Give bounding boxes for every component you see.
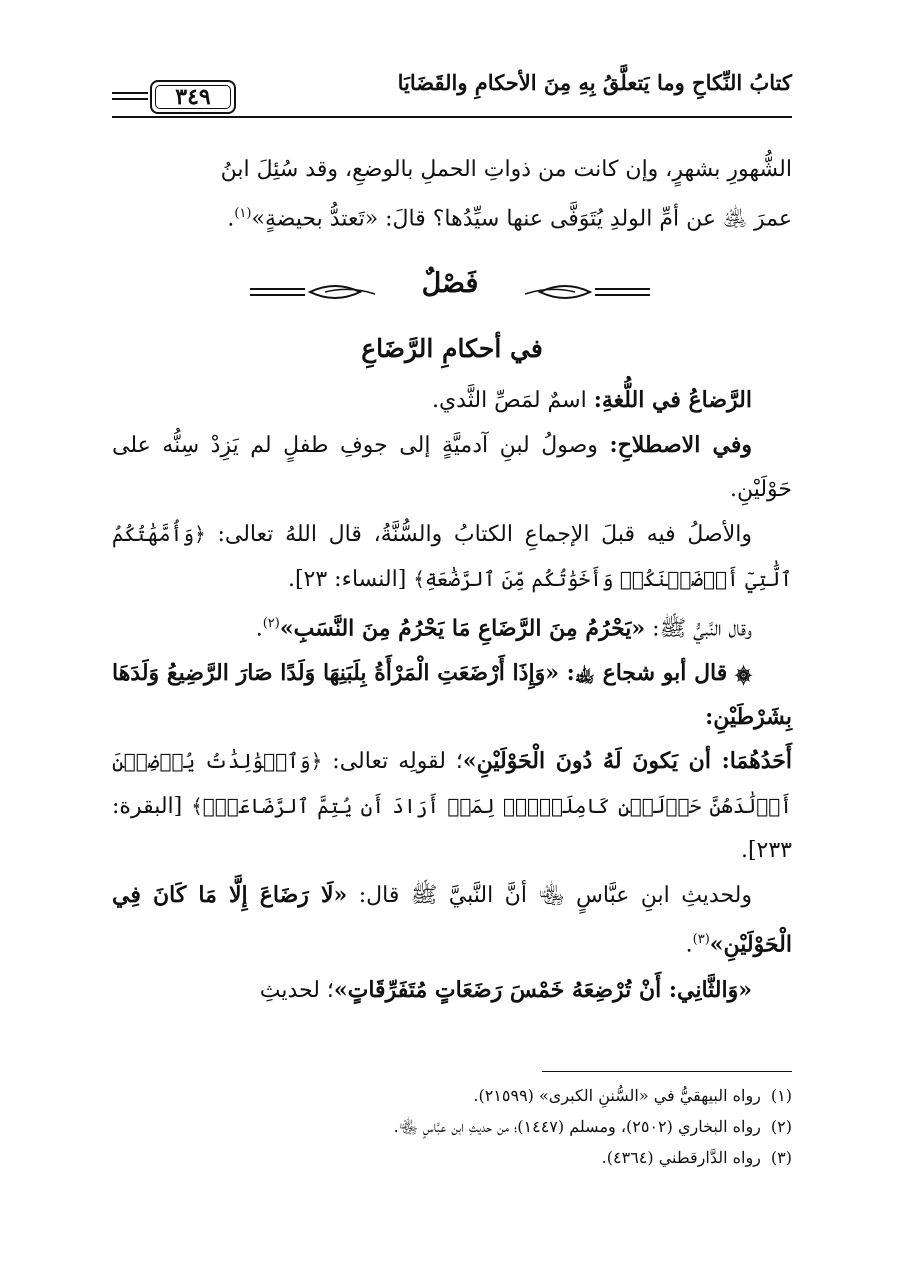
running-title: كتابُ النِّكاحِ وما يَتعلَّقُ بِهِ مِنَ الأحكامِ والقَضَايَا	[397, 70, 792, 95]
page-number-frame	[150, 80, 236, 114]
quran-verse: ﴿وَٱلۡوَٰلِدَٰتُ يُرۡضِعۡنَ أَوۡلَٰدَهُنَّ حَوۡلَيۡنِ كَامِلَيۡنِۖ لِمَنۡ أَرَادَ أَن يُتِمَّ ٱلرَّضَاعَةَۚ﴾	[112, 749, 792, 819]
section-subheading: في أحكامِ الرَّضَاعِ	[361, 334, 543, 363]
footnote-separator	[542, 1071, 792, 1072]
footnote: (٣)رواه الدَّارقطني (٤٣٦٤).	[601, 1148, 792, 1167]
definition-language: الرَّضاعُ في اللُّغةِ: اسمٌ لمَصِّ الثَّدي.	[431, 387, 752, 413]
text-line: عمرَ ﵁ عن أمِّ الولدِ يُتَوَفَّى عنها سيِّدُها؟ قالَ: «تَعتدُّ بحيضةٍ»$^{(١)}$.	[227, 206, 792, 232]
footnote-ref[interactable]: (٣)	[692, 932, 710, 948]
verse-reference: [البقرة: ٢٣٣].	[112, 794, 792, 864]
verse-reference: [النساء: ٢٣].	[287, 567, 414, 592]
condition-one: أَحَدُهُمَا: أن يَكونَ لَهُ دُونَ الْحَوْلَيْنِ»؛ لقولِه تعالى: ﴿وَٱلۡوَٰلِدَٰتُ يُرۡضِعۡنَ أَوۡلَٰدَهُنَّ حَوۡلَيۡنِ كَامِلَيۡنِۖ لِمَنۡ أَرَادَ أَن يُتِمَّ ٱلرَّضَاعَةَۚ﴾ [البقرة: ٢٣٣].	[112, 748, 793, 864]
footnote: (٢)رواه البخاري (٢٥٠٢)، ومسلم (١٤٤٧)؛ من حديثِ ابن عبَّاسٍ ﵄.	[393, 1117, 792, 1136]
footnote-ref[interactable]: (١)	[234, 206, 252, 221]
section-heading: فَصْلٌ	[421, 268, 479, 299]
hadith-paragraph: ولحديثِ ابنِ عبَّاسٍ ﵄ أنَّ النَّبيَّ ﷺ قال: «لَا رَضَاعَ إِلَّا مَا كَانَ فِي الْحَوْلَيْنِ»$^{(٣)}$.	[112, 882, 792, 958]
footnote: (١)رواه البيهقيُّ في «السُّننِ الكبرى» (٢١٥٩٩).	[473, 1086, 792, 1105]
footnote-ref[interactable]: (٢)	[262, 616, 280, 631]
definition-term: وفي الاصطلاحِ: وصولُ لبنِ آدميَّةٍ إلى جوفِ طفلٍ لم يَزِدْ سِنُّه على حَوْلَيْنِ.	[112, 432, 792, 502]
intro-paragraph	[112, 148, 792, 241]
asl-paragraph: والأصلُ فيه قبلَ الإجماعِ الكتابُ والسُّنَّةُ، قال اللهُ تعالى: ﴿وَأُمَّهَٰتُكُمُ ٱلَّٰتِيٓ أَرۡضَعۡنَكُمۡ وَأَخَوَٰتُكُم مِّنَ ٱلرَّضَٰعَةِ﴾ [النساء: ٢٣].	[112, 522, 792, 592]
footnotes	[112, 1080, 792, 1173]
matn-paragraph: ۞ قال أبو شجاع ﵀: «وَإِذَا أَرْضَعَتِ الْمَرْأَةُ بِلَبَنِهَا وَلَدًا صَارَ الرَّضِيعُ وَلَدَهَا بِشَرْطَيْنِ:	[112, 660, 792, 731]
header-rule	[112, 92, 148, 94]
page-number: ٣٤٩	[175, 84, 211, 110]
header-underline	[112, 116, 792, 118]
quran-verse: ﴿وَأُمَّهَٰتُكُمُ ٱلَّٰتِيٓ أَرۡضَعۡنَكُمۡ وَأَخَوَٰتُكُم مِّنَ ٱلرَّضَٰعَةِ﴾	[112, 522, 792, 591]
page-header	[112, 66, 792, 118]
hadith-paragraph: وقال النَّبيُّ ﷺ: «يَحْرُمُ مِنَ الرَّضَاعِ مَا يَحْرُمُ مِنَ النَّسَبِ»$^{(٢)}$.	[255, 615, 752, 642]
condition-two: «وَالثَّانِي: أَنْ تُرْضِعَهُ خَمْسَ رَضَعَاتٍ مُتَفَرِّقَاتٍ»؛ لحديثِ	[259, 976, 752, 1003]
text-line: الشُّهورِ بشهرٍ، وإن كانت من ذواتِ الحملِ بالوضعِ، وقد سُئِلَ ابنُ	[220, 157, 792, 182]
main-body	[112, 378, 792, 1013]
header-rule	[112, 98, 148, 100]
